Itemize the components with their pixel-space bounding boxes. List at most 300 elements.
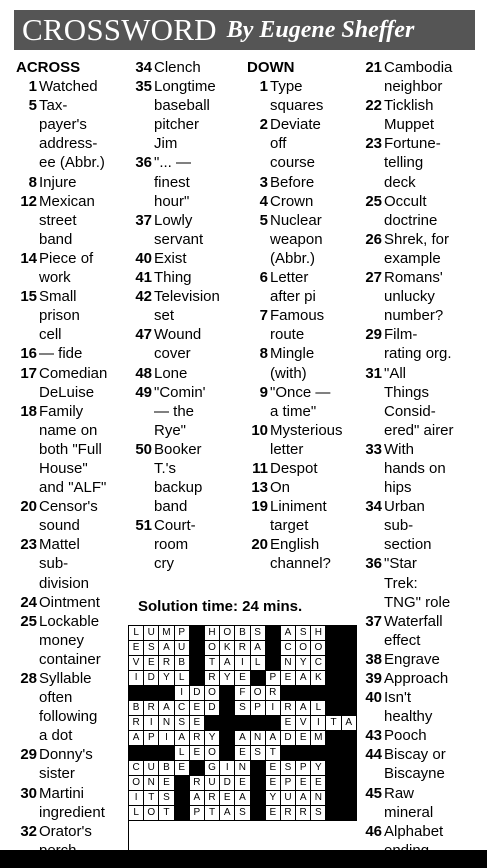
- letter-square: U: [205, 776, 220, 791]
- clue-text-line: Clench: [154, 59, 201, 76]
- clue-number: 1: [28, 78, 37, 96]
- black-square: [342, 776, 357, 791]
- clue-item: [129, 516, 242, 573]
- clue-item: [129, 77, 242, 153]
- letter-square: P: [190, 806, 205, 821]
- clue-number: 23: [365, 135, 382, 153]
- black-square: [326, 641, 341, 656]
- clue-number: 8: [28, 173, 37, 191]
- letter-square: U: [175, 641, 190, 656]
- clue-text-line: Longtime: [154, 78, 216, 96]
- clue-number: 51: [135, 517, 152, 535]
- clue-item: [14, 344, 130, 363]
- black-square: [251, 806, 266, 821]
- black-square: [326, 746, 341, 761]
- clue-text-line: — fide: [39, 345, 83, 363]
- clue-text: [270, 478, 361, 497]
- clue-number: 29: [20, 746, 37, 764]
- clue-text-line: after pi: [270, 288, 316, 306]
- clue-text-line: Syllable: [39, 670, 92, 687]
- clue-number: 6: [259, 269, 268, 287]
- clue-item: [359, 58, 483, 96]
- clue-text-line: Before: [270, 173, 315, 191]
- letter-square: S: [251, 626, 266, 641]
- letter-square: R: [281, 701, 296, 716]
- clue-number: 4: [259, 192, 268, 210]
- puzzle-title: CROSSWORD: [22, 12, 217, 47]
- black-square: [342, 746, 357, 761]
- clue-item: [359, 96, 483, 134]
- black-square: [190, 626, 205, 641]
- letter-square: R: [205, 791, 220, 806]
- clue-text-line: — the: [154, 402, 195, 420]
- letter-square: D: [190, 686, 205, 701]
- clue-text-line: Lone: [154, 364, 188, 382]
- letter-square: T: [144, 791, 159, 806]
- clue-text-line: healthy: [384, 708, 433, 726]
- black-square: [281, 746, 296, 761]
- clue-text-line: (Abbr.): [270, 249, 316, 267]
- clue-number: 29: [365, 326, 382, 344]
- letter-square: A: [129, 731, 144, 746]
- clue-number: 8: [259, 345, 268, 363]
- clue-text: [39, 593, 130, 612]
- letter-square: E: [266, 761, 281, 776]
- clue-text: [384, 440, 483, 497]
- clue-text-line: "Comin': [154, 383, 206, 401]
- clue-text: [384, 58, 483, 96]
- clue-item: [359, 192, 483, 230]
- clue-text-line: Consid-: [384, 402, 436, 420]
- black-square: [251, 761, 266, 776]
- letter-square: N: [251, 731, 266, 746]
- clue-text-line: Television: [154, 288, 220, 306]
- clue-item: [359, 325, 483, 363]
- letter-square: S: [281, 761, 296, 776]
- letter-square: K: [311, 671, 326, 686]
- clue-text-line: Mattel: [39, 536, 80, 554]
- page-header: [14, 10, 475, 50]
- letter-square: S: [296, 626, 311, 641]
- clue-item: [129, 153, 242, 210]
- clue-text-line: DeLuise: [39, 383, 95, 401]
- clue-item: [14, 593, 130, 612]
- black-square: [326, 806, 341, 821]
- clue-text-line: course: [270, 154, 316, 172]
- clue-text: [39, 344, 130, 363]
- clue-item: [359, 364, 483, 440]
- letter-square: O: [205, 686, 220, 701]
- clue-item: [245, 459, 361, 478]
- letter-square: R: [129, 716, 144, 731]
- clue-text-line: Lowly: [154, 211, 193, 229]
- clue-text: [384, 745, 483, 783]
- clue-text-line: Letter: [270, 269, 309, 287]
- letter-square: O: [220, 626, 235, 641]
- clue-item: [245, 268, 361, 306]
- letter-square: E: [296, 731, 311, 746]
- letter-square: E: [129, 641, 144, 656]
- letter-square: E: [235, 746, 250, 761]
- clue-number: 42: [135, 288, 152, 306]
- letter-square: C: [281, 641, 296, 656]
- clue-text-line: (with): [270, 364, 307, 382]
- letter-square: A: [296, 701, 311, 716]
- clue-number: 17: [20, 364, 37, 382]
- clue-text-line: "All: [384, 364, 406, 382]
- clue-number: 16: [20, 345, 37, 363]
- letter-square: N: [235, 761, 250, 776]
- letter-square: O: [205, 641, 220, 656]
- clue-item: [245, 77, 361, 115]
- clue-text-line: Ticklish: [384, 97, 434, 115]
- clue-text: [384, 364, 483, 440]
- clue-text-line: Censor's: [39, 498, 98, 516]
- letter-square: C: [311, 656, 326, 671]
- clue-text-line: Liniment: [270, 498, 327, 516]
- letter-square: T: [159, 806, 174, 821]
- clue-text-line: sub-: [384, 517, 414, 535]
- clue-text-line: hour": [154, 192, 190, 210]
- clue-number: 5: [28, 97, 37, 115]
- clue-number: 41: [135, 269, 152, 287]
- black-square: [220, 746, 235, 761]
- letter-square: Y: [311, 761, 326, 776]
- clue-text-line: Ointment: [39, 593, 100, 611]
- letter-square: E: [220, 791, 235, 806]
- clue-text-line: English: [270, 536, 320, 554]
- clue-text-line: Small: [39, 288, 77, 306]
- letter-square: R: [281, 806, 296, 821]
- letter-square: O: [251, 686, 266, 701]
- black-square: [342, 806, 357, 821]
- letter-square: E: [266, 776, 281, 791]
- clue-text: [384, 268, 483, 325]
- clue-number: 15: [20, 288, 37, 306]
- letter-square: S: [251, 746, 266, 761]
- black-square: [342, 656, 357, 671]
- letter-square: V: [129, 656, 144, 671]
- clue-text-line: Deviate: [270, 116, 321, 134]
- black-square: [251, 791, 266, 806]
- clue-text-line: Fortune-: [384, 135, 441, 153]
- clue-text: [39, 364, 130, 402]
- clue-number: 25: [365, 192, 382, 210]
- clue-text-line: Nuclear: [270, 211, 322, 229]
- letter-square: S: [144, 641, 159, 656]
- letter-square: S: [311, 806, 326, 821]
- letter-square: S: [159, 791, 174, 806]
- clue-item: [245, 173, 361, 192]
- black-square: [235, 716, 250, 731]
- clue-text: [270, 115, 361, 172]
- black-square: [220, 686, 235, 701]
- down-heading: DOWN: [247, 59, 295, 76]
- clue-text-line: Shrek, for: [384, 230, 450, 248]
- black-square: [129, 746, 144, 761]
- clue-item: [129, 364, 242, 383]
- letter-square: Y: [205, 731, 220, 746]
- clue-text: [384, 134, 483, 191]
- clue-text: [154, 440, 242, 516]
- clue-text-line: weapon: [270, 230, 323, 248]
- clue-number: 23: [20, 536, 37, 554]
- black-square: [342, 761, 357, 776]
- clue-item: [359, 554, 483, 611]
- clue-item: [245, 535, 361, 573]
- letter-square: Y: [220, 671, 235, 686]
- clue-item: [14, 535, 130, 592]
- clue-number: 1: [259, 78, 268, 96]
- clue-text-line: effect: [384, 631, 421, 649]
- clue-text: [270, 459, 361, 478]
- clue-text-line: sub-: [39, 555, 69, 573]
- letter-square: I: [311, 716, 326, 731]
- letter-square: A: [235, 731, 250, 746]
- clue-text-line: cell: [39, 326, 62, 344]
- letter-square: O: [311, 641, 326, 656]
- black-square: [266, 656, 281, 671]
- clue-text-line: Crown: [270, 192, 314, 210]
- clue-text-line: House": [39, 459, 88, 477]
- letter-square: R: [266, 686, 281, 701]
- clue-text-line: following: [39, 708, 98, 726]
- clue-number: 25: [20, 612, 37, 630]
- clue-text: [39, 669, 130, 745]
- letter-square: H: [205, 626, 220, 641]
- clue-number: 37: [365, 612, 382, 630]
- clue-text-line: Orator's: [39, 822, 92, 840]
- letter-square: I: [129, 791, 144, 806]
- clue-item: [129, 325, 242, 363]
- clue-item: [129, 383, 242, 440]
- clue-item: [359, 688, 483, 726]
- black-square: [326, 671, 341, 686]
- black-square: [220, 716, 235, 731]
- letter-square: D: [144, 671, 159, 686]
- letter-square: T: [205, 656, 220, 671]
- letter-square: S: [175, 716, 190, 731]
- bottom-rule: [0, 850, 487, 868]
- clue-text-line: backup: [154, 479, 203, 497]
- letter-square: L: [175, 746, 190, 761]
- clue-text-line: work: [39, 269, 71, 287]
- letter-square: E: [311, 776, 326, 791]
- black-square: [326, 701, 341, 716]
- clue-text: [39, 402, 130, 497]
- letter-square: E: [235, 776, 250, 791]
- letter-square: I: [220, 761, 235, 776]
- clue-number: 50: [135, 440, 152, 458]
- clue-text-line: finest: [154, 173, 190, 191]
- clue-item: [129, 268, 242, 287]
- clue-text-line: Thing: [154, 269, 192, 287]
- clue-text-line: Urban: [384, 498, 425, 516]
- clue-item: [14, 96, 130, 172]
- clue-item: [14, 745, 130, 783]
- letter-square: M: [159, 626, 174, 641]
- clue-text-line: baseball: [154, 97, 210, 115]
- clue-text-line: a time": [270, 402, 317, 420]
- clue-item: [245, 115, 361, 172]
- letter-square: U: [281, 791, 296, 806]
- letter-square: A: [220, 656, 235, 671]
- clue-text: [39, 77, 130, 96]
- clue-text: [39, 535, 130, 592]
- clue-number: 32: [20, 822, 37, 840]
- clue-text-line: sound: [39, 517, 80, 535]
- clue-item: [245, 383, 361, 421]
- black-square: [311, 686, 326, 701]
- letter-square: E: [281, 671, 296, 686]
- clue-text-line: a dot: [39, 727, 73, 745]
- letter-square: I: [235, 656, 250, 671]
- clue-number: 47: [135, 326, 152, 344]
- clue-number: 13: [251, 479, 268, 497]
- clue-text-line: name on: [39, 421, 98, 439]
- clue-text-line: Donny's: [39, 746, 93, 764]
- black-square: [342, 671, 357, 686]
- letter-square: L: [129, 626, 144, 641]
- letter-square: N: [159, 716, 174, 731]
- letter-square: U: [144, 626, 159, 641]
- letter-square: I: [159, 731, 174, 746]
- black-square: [326, 776, 341, 791]
- clue-number: 19: [251, 498, 268, 516]
- clue-text-line: example: [384, 249, 441, 267]
- clue-text-line: Romans': [384, 269, 443, 287]
- solution-time: Solution time: 24 mins.: [138, 598, 303, 615]
- letter-square: B: [235, 626, 250, 641]
- clue-text-line: "Once —: [270, 383, 331, 401]
- clue-text-line: ee (Abbr.): [39, 154, 105, 172]
- black-square: [326, 731, 341, 746]
- letter-square: R: [205, 671, 220, 686]
- clue-item: [359, 784, 483, 822]
- letter-square: O: [205, 746, 220, 761]
- letter-square: Y: [266, 791, 281, 806]
- clue-item: [14, 173, 130, 192]
- clue-item: [14, 612, 130, 669]
- clue-number: 11: [252, 459, 268, 477]
- clue-item: [129, 287, 242, 325]
- clue-item: [129, 440, 242, 516]
- clue-text-line: ingredient: [39, 803, 105, 821]
- clue-text-line: channel?: [270, 555, 331, 573]
- letter-square: Y: [159, 671, 174, 686]
- clue-text-line: Waterfall: [384, 612, 443, 630]
- black-square: [251, 776, 266, 791]
- letter-square: A: [175, 731, 190, 746]
- clue-number: 34: [365, 498, 382, 516]
- clue-text-line: Isn't: [384, 689, 412, 707]
- clue-text: [270, 535, 361, 573]
- clue-number: 20: [20, 498, 37, 516]
- clue-item: [245, 211, 361, 268]
- letter-square: M: [311, 731, 326, 746]
- clue-text: [154, 77, 242, 153]
- clue-text-line: Comedian: [39, 364, 108, 382]
- clue-number: 43: [365, 727, 382, 745]
- black-square: [144, 746, 159, 761]
- clue-text: [154, 211, 242, 249]
- black-square: [342, 686, 357, 701]
- black-square: [159, 686, 174, 701]
- clue-text-line: Piece of: [39, 249, 94, 267]
- clue-text-line: hands on: [384, 459, 446, 477]
- black-square: [311, 746, 326, 761]
- clue-item: [245, 344, 361, 382]
- clue-text-line: target: [270, 517, 309, 535]
- clue-text-line: doctrine: [384, 211, 438, 229]
- letter-square: P: [281, 776, 296, 791]
- clue-number: 28: [20, 670, 37, 687]
- black-square: [220, 731, 235, 746]
- letter-square: D: [281, 731, 296, 746]
- clue-text-line: set: [154, 307, 175, 325]
- clue-number: 18: [20, 402, 37, 420]
- clue-text-line: payer's: [39, 116, 87, 134]
- clue-item: [359, 497, 483, 554]
- clue-text: [384, 554, 483, 611]
- clue-item: [359, 268, 483, 325]
- clue-text-line: Muppet: [384, 116, 435, 134]
- clue-number: 40: [365, 689, 382, 707]
- letter-square: O: [129, 776, 144, 791]
- clue-item: [14, 287, 130, 344]
- clue-text-line: Approach: [384, 670, 449, 687]
- clue-text-line: room: [154, 536, 189, 554]
- letter-square: E: [144, 656, 159, 671]
- clue-number: 20: [251, 536, 268, 554]
- letter-square: P: [296, 761, 311, 776]
- black-square: [175, 806, 190, 821]
- letter-square: V: [296, 716, 311, 731]
- clue-column-3: [245, 58, 361, 574]
- clue-text: [154, 153, 242, 210]
- black-square: [190, 761, 205, 776]
- black-square: [175, 776, 190, 791]
- clue-text: [384, 726, 483, 745]
- letter-square: A: [220, 806, 235, 821]
- letter-square: G: [205, 761, 220, 776]
- clue-text-line: Exist: [154, 249, 187, 267]
- clue-text: [154, 364, 242, 383]
- clue-text: [384, 612, 483, 650]
- clue-text: [384, 497, 483, 554]
- letter-square: O: [144, 806, 159, 821]
- letter-square: C: [175, 701, 190, 716]
- letter-square: B: [175, 656, 190, 671]
- clue-text-line: and "ALF": [39, 479, 107, 497]
- clue-item: [245, 478, 361, 497]
- clue-text: [154, 325, 242, 363]
- clue-item: [14, 192, 130, 249]
- letter-square: R: [159, 656, 174, 671]
- letter-square: P: [144, 731, 159, 746]
- clue-text-line: cover: [154, 345, 191, 363]
- clue-text-line: Engrave: [384, 650, 440, 668]
- clue-item: [359, 230, 483, 268]
- clue-text: [39, 784, 130, 822]
- clue-number: 26: [365, 230, 382, 248]
- clue-item: [245, 192, 361, 211]
- clue-text: [384, 192, 483, 230]
- letter-square: N: [281, 656, 296, 671]
- clue-text-line: T.'s: [154, 459, 177, 477]
- letter-square: R: [190, 731, 205, 746]
- clue-text-line: Rye": [154, 421, 186, 439]
